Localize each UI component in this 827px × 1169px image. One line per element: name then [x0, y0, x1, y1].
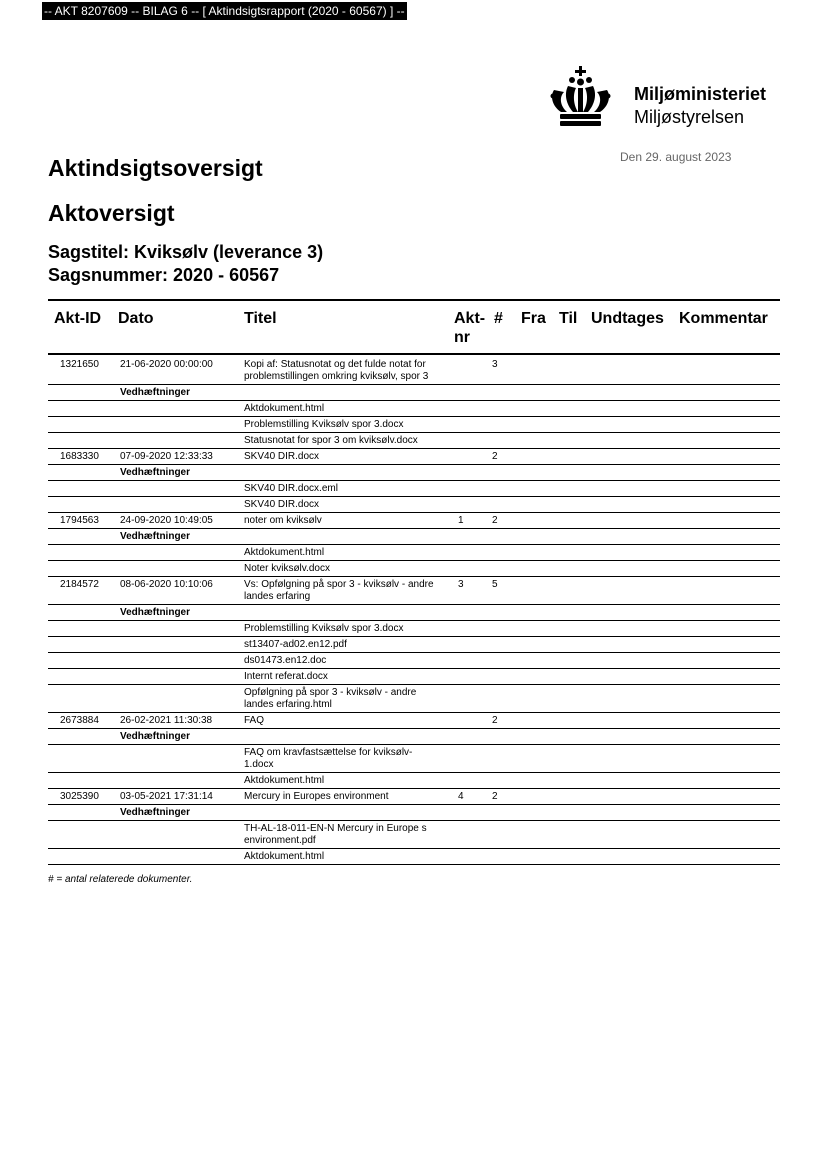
- case-title: Sagstitel: Kviksølv (leverance 3): [48, 242, 324, 262]
- column-header-dato: Dato: [112, 300, 238, 354]
- act-id-cell: 2184572: [48, 577, 112, 605]
- act-undtages-cell: [585, 449, 673, 465]
- empty-cell: [112, 417, 238, 433]
- empty-cell: [112, 561, 238, 577]
- act-title-cell: Kopi af: Statusnotat og det fulde notat for problemstillingen omkring kviksølv, spor 3: [238, 354, 448, 385]
- column-header-til: Til: [553, 300, 585, 354]
- act-kommentar-cell: [673, 354, 780, 385]
- page-title: Aktindsigtsoversigt: [48, 155, 263, 181]
- attachments-header-row: [48, 805, 780, 821]
- act-fra-cell: [515, 789, 553, 805]
- act-kommentar-cell: [673, 513, 780, 529]
- act-id-cell: 1321650: [48, 354, 112, 385]
- empty-cell: [48, 481, 112, 497]
- empty-cell: [448, 481, 780, 497]
- empty-cell: [448, 849, 780, 865]
- act-title-cell: FAQ: [238, 713, 448, 729]
- act-fra-cell: [515, 354, 553, 385]
- empty-cell: [448, 637, 780, 653]
- empty-cell: [448, 417, 780, 433]
- column-header-akt-nr: [448, 300, 488, 354]
- attachment-name: st13407-ad02.en12.pdf: [238, 637, 448, 653]
- attachment-name: Internt referat.docx: [238, 669, 448, 685]
- column-header-akt-nr-line1: Akt-: [454, 310, 486, 327]
- attachment-row: [48, 417, 780, 433]
- column-header-titel: Titel: [238, 300, 448, 354]
- empty-cell: [48, 669, 112, 685]
- attachment-row: [48, 685, 780, 713]
- empty-cell: [112, 821, 238, 849]
- act-count-cell: 5: [488, 577, 515, 605]
- act-date-cell: 24-09-2020 10:49:05: [112, 513, 238, 529]
- act-fra-cell: [515, 713, 553, 729]
- act-date-cell: 03-05-2021 17:31:14: [112, 789, 238, 805]
- empty-cell: [48, 773, 112, 789]
- table-row: [48, 789, 780, 805]
- act-kommentar-cell: [673, 713, 780, 729]
- act-id-cell: 1794563: [48, 513, 112, 529]
- empty-cell: [112, 401, 238, 417]
- act-kommentar-cell: [673, 789, 780, 805]
- act-id-cell: 2673884: [48, 713, 112, 729]
- empty-cell: [448, 433, 780, 449]
- empty-cell: [112, 685, 238, 713]
- attachment-name: Problemstilling Kviksølv spor 3.docx: [238, 621, 448, 637]
- attachment-row: [48, 669, 780, 685]
- act-kommentar-cell: [673, 577, 780, 605]
- empty-cell: [448, 745, 780, 773]
- act-date-cell: 07-09-2020 12:33:33: [112, 449, 238, 465]
- document-banner: -- AKT 8207609 -- BILAG 6 -- [ Aktindsigtsrapport (2020 - 60567) ] --: [44, 4, 405, 18]
- attachment-name: Opfølgning på spor 3 - kviksølv - andre landes erfaring.html: [238, 685, 448, 713]
- empty-cell: [448, 653, 780, 669]
- act-til-cell: [553, 789, 585, 805]
- empty-cell: [48, 685, 112, 713]
- act-til-cell: [553, 577, 585, 605]
- act-fra-cell: [515, 513, 553, 529]
- act-nr-cell: [448, 713, 488, 729]
- empty-cell: [48, 529, 112, 545]
- act-count-cell: 2: [488, 449, 515, 465]
- attachments-header-row: [48, 529, 780, 545]
- attachments-header-row: [48, 465, 780, 481]
- column-header-undtages: Undtages: [585, 300, 673, 354]
- attachment-row: [48, 745, 780, 773]
- empty-cell: [48, 605, 112, 621]
- attachments-label: Vedhæftninger: [112, 465, 780, 481]
- act-til-cell: [553, 513, 585, 529]
- act-fra-cell: [515, 449, 553, 465]
- empty-cell: [48, 653, 112, 669]
- column-header-akt-id: Akt-ID: [48, 300, 112, 354]
- attachment-name: Aktdokument.html: [238, 773, 448, 789]
- empty-cell: [112, 433, 238, 449]
- empty-cell: [448, 545, 780, 561]
- empty-cell: [112, 621, 238, 637]
- act-date-cell: 08-06-2020 10:10:06: [112, 577, 238, 605]
- act-undtages-cell: [585, 513, 673, 529]
- column-header-fra: Fra: [515, 300, 553, 354]
- act-undtages-cell: [585, 789, 673, 805]
- act-count-cell: 2: [488, 789, 515, 805]
- empty-cell: [112, 669, 238, 685]
- empty-cell: [448, 669, 780, 685]
- attachment-row: [48, 621, 780, 637]
- act-title-cell: SKV40 DIR.docx: [238, 449, 448, 465]
- act-date-cell: 21-06-2020 00:00:00: [112, 354, 238, 385]
- attachments-header-row: [48, 729, 780, 745]
- attachment-row: [48, 849, 780, 865]
- attachment-name: Aktdokument.html: [238, 849, 448, 865]
- document-date: Den 29. august 2023: [620, 150, 732, 164]
- attachment-name: ds01473.en12.doc: [238, 653, 448, 669]
- attachments-header-row: [48, 385, 780, 401]
- page-subtitle: Aktoversigt: [48, 200, 175, 226]
- empty-cell: [48, 385, 112, 401]
- act-til-cell: [553, 449, 585, 465]
- empty-cell: [48, 417, 112, 433]
- act-undtages-cell: [585, 354, 673, 385]
- attachment-name: SKV40 DIR.docx: [238, 497, 448, 513]
- empty-cell: [112, 773, 238, 789]
- empty-cell: [112, 497, 238, 513]
- attachment-name: Statusnotat for spor 3 om kviksølv.docx: [238, 433, 448, 449]
- empty-cell: [48, 621, 112, 637]
- acts-table-body: [48, 354, 780, 865]
- table-row: [48, 449, 780, 465]
- empty-cell: [48, 637, 112, 653]
- attachment-row: [48, 433, 780, 449]
- attachment-name: Problemstilling Kviksølv spor 3.docx: [238, 417, 448, 433]
- act-nr-cell: 1: [448, 513, 488, 529]
- attachment-row: [48, 561, 780, 577]
- ministry-name: Miljøministeriet: [634, 84, 767, 104]
- act-nr-cell: [448, 449, 488, 465]
- act-count-cell: 2: [488, 713, 515, 729]
- attachment-name: SKV40 DIR.docx.eml: [238, 481, 448, 497]
- attachment-row: [48, 821, 780, 849]
- empty-cell: [448, 561, 780, 577]
- empty-cell: [448, 685, 780, 713]
- act-til-cell: [553, 713, 585, 729]
- empty-cell: [448, 621, 780, 637]
- act-title-cell: noter om kviksølv: [238, 513, 448, 529]
- act-fra-cell: [515, 577, 553, 605]
- attachment-name: Aktdokument.html: [238, 401, 448, 417]
- attachments-label: Vedhæftninger: [112, 605, 780, 621]
- table-row: [48, 577, 780, 605]
- table-row: [48, 713, 780, 729]
- attachment-row: [48, 481, 780, 497]
- empty-cell: [48, 745, 112, 773]
- act-count-cell: 3: [488, 354, 515, 385]
- column-header-count: #: [488, 300, 515, 354]
- attachments-header-row: [48, 605, 780, 621]
- case-number: Sagsnummer: 2020 - 60567: [48, 265, 280, 285]
- act-undtages-cell: [585, 713, 673, 729]
- attachments-label: Vedhæftninger: [112, 805, 780, 821]
- crown-icon: [548, 66, 614, 128]
- act-title-cell: Mercury in Europes environment: [238, 789, 448, 805]
- table-row: [48, 513, 780, 529]
- empty-cell: [112, 849, 238, 865]
- act-date-cell: 26-02-2021 11:30:38: [112, 713, 238, 729]
- empty-cell: [448, 497, 780, 513]
- empty-cell: [448, 821, 780, 849]
- attachment-name: Aktdokument.html: [238, 545, 448, 561]
- act-id-cell: 3025390: [48, 789, 112, 805]
- empty-cell: [48, 805, 112, 821]
- attachments-label: Vedhæftninger: [112, 385, 780, 401]
- attachment-name: TH-AL-18-011-EN-N Mercury in Europe s environment.pdf: [238, 821, 448, 849]
- attachments-label: Vedhæftninger: [112, 729, 780, 745]
- attachment-row: [48, 497, 780, 513]
- empty-cell: [48, 465, 112, 481]
- empty-cell: [448, 773, 780, 789]
- act-nr-cell: [448, 354, 488, 385]
- empty-cell: [48, 561, 112, 577]
- empty-cell: [48, 497, 112, 513]
- attachment-name: FAQ om kravfastsættelse for kviksølv-1.docx: [238, 745, 448, 773]
- empty-cell: [48, 433, 112, 449]
- column-header-akt-nr-line2: nr: [454, 329, 470, 346]
- attachment-row: [48, 545, 780, 561]
- attachment-row: [48, 637, 780, 653]
- attachment-row: [48, 653, 780, 669]
- agency-name: Miljøstyrelsen: [634, 107, 745, 127]
- attachment-row: [48, 401, 780, 417]
- attachment-row: [48, 773, 780, 789]
- act-til-cell: [553, 354, 585, 385]
- empty-cell: [48, 849, 112, 865]
- act-nr-cell: 3: [448, 577, 488, 605]
- ministry-logo: [548, 66, 788, 130]
- attachment-name: Noter kviksølv.docx: [238, 561, 448, 577]
- empty-cell: [48, 545, 112, 561]
- attachments-label: Vedhæftninger: [112, 529, 780, 545]
- empty-cell: [112, 481, 238, 497]
- act-title-cell: Vs: Opfølgning på spor 3 - kviksølv - andre landes erfaring: [238, 577, 448, 605]
- empty-cell: [48, 821, 112, 849]
- act-count-cell: 2: [488, 513, 515, 529]
- empty-cell: [48, 401, 112, 417]
- empty-cell: [112, 545, 238, 561]
- act-id-cell: 1683330: [48, 449, 112, 465]
- table-row: [48, 354, 780, 385]
- acts-table: [48, 299, 780, 865]
- act-kommentar-cell: [673, 449, 780, 465]
- column-header-kommentar: Kommentar: [673, 300, 780, 354]
- table-header-row: [48, 300, 780, 354]
- act-undtages-cell: [585, 577, 673, 605]
- act-nr-cell: 4: [448, 789, 488, 805]
- empty-cell: [112, 745, 238, 773]
- footnote: # = antal relaterede dokumenter.: [48, 874, 193, 885]
- empty-cell: [112, 637, 238, 653]
- empty-cell: [112, 653, 238, 669]
- empty-cell: [448, 401, 780, 417]
- empty-cell: [48, 729, 112, 745]
